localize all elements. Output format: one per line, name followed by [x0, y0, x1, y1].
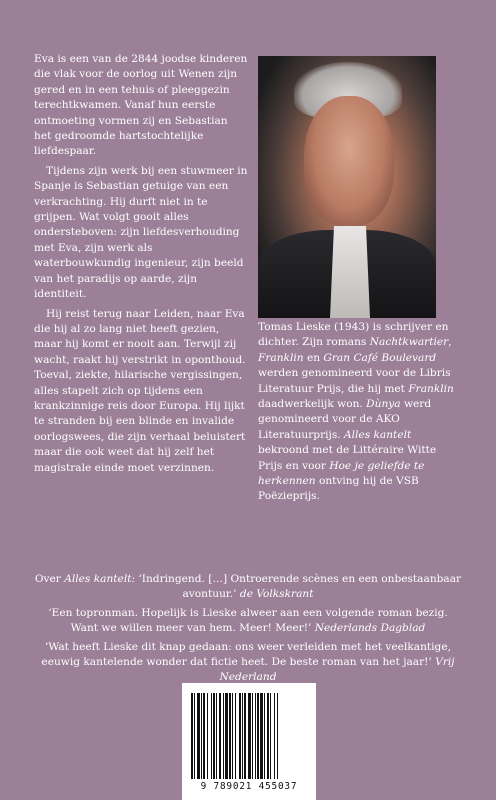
quote-text: ‘Indringend. […] Ontroerende scènes en een onbestaanbaar avontuur.’: [135, 573, 462, 601]
bio-book-title: Dùnya: [366, 398, 401, 411]
blurb-paragraph-2: Tijdens zijn werk bij een stuwmeer in Spanje is Sebastian getuige van een verkrachting. Hij durft niet in te grijpen. Wat volgt gooit alles ondersteboven: zijn liefdesverhouding met Eva, zijn werk als waterbouwkundig ingenieur, zijn beeld van het paradijs op aarde, zijn identiteit.: [34, 164, 248, 301]
quote-book-title: Alles kantelt:: [64, 573, 136, 585]
bio-book-title: Hoe je geliefde te herkennen: [258, 459, 425, 488]
barcode-bars: [190, 693, 308, 779]
quote-text: ‘Wat heeft Lieske dit knap gedaan: ons weer verleiden met het veelkantige, eeuwig kantelende wonder dat fictie heet. De beste roman van het jaar!’: [41, 640, 451, 669]
bio-book-title: Franklin: [408, 382, 454, 395]
author-bio-paragraph: [258, 320, 458, 505]
bio-text: werden genomineerd voor de Libris Literatuur Prijs, die hij met: [258, 367, 451, 395]
press-quote-2: [34, 606, 462, 637]
bio-book-title: Franklin: [258, 351, 304, 364]
author-photo-shirt: [330, 226, 370, 318]
quote-source: de Volkskrant: [239, 588, 314, 601]
blurb-text: [34, 52, 248, 480]
press-quotes: [34, 572, 462, 689]
quote-source: Nederlands Dagblad: [314, 622, 426, 635]
bio-text: Tomas Lieske (1943) is schrijver en dichter. Zijn romans: [258, 321, 449, 349]
press-quote-1: [34, 572, 462, 603]
author-bio: [258, 320, 458, 505]
press-quote-3: [34, 640, 462, 686]
bio-book-title: Gran Café Boulevard: [323, 351, 437, 364]
blurb-paragraph-1: Eva is een van de 2844 joodse kinderen die vlak voor de oorlog uit Wenen zijn gered en in een tehuis of pleeggezin terechtkwamen. Vanaf hun eerste ontmoeting vormen zij en Sebastian het gedroomde hartstochtelijke liefdespaar.: [34, 53, 248, 158]
bio-book-title: Alles kantelt: [344, 428, 412, 441]
bio-book-title: Nachtkwartier: [369, 336, 449, 349]
quote-text: ‘Een topronman. Hopelijk is Lieske alweer aan een volgende roman bezig. Want we willen meer van hem. Meer! Meer!’: [48, 606, 448, 635]
bio-text: ontving hij de VSB Poëzieprijs.: [258, 475, 419, 503]
author-photo-face: [304, 96, 394, 226]
isbn-number: 9 789021 455037: [200, 781, 298, 792]
bio-text: bekroond met de Littéraire Witte Prijs en voor: [258, 444, 437, 472]
bio-text: en: [303, 351, 324, 364]
bio-text: werd genomineerd voor de AKO Literatuurprijs.: [258, 398, 432, 441]
blurb-paragraph-3: Hij reist terug naar Leiden, naar Eva die hij al zo lang niet heeft gezien, maar hij komt er nooit aan. Terwijl zij wacht, raakt hij verstrikt in oponthoud. Toeval, ziekte, hilarische vergissingen, alles stapelt zich op tijdens een krankzinnige reis door Europa. Hij lijkt te stranden bij een blinde en invalide oorlogswees, die zijn verhaal beluistert maar die ook weet dat hij zelf het magistrale einde moet verzinnen.: [34, 307, 246, 474]
bio-text: ,: [448, 336, 452, 349]
author-photo: [258, 56, 436, 318]
bio-text: daadwerkelijk won.: [258, 398, 367, 411]
isbn-barcode: [182, 683, 316, 800]
quote-text: Over: [34, 573, 65, 585]
quote-source: Vrij Nederland: [219, 656, 455, 684]
